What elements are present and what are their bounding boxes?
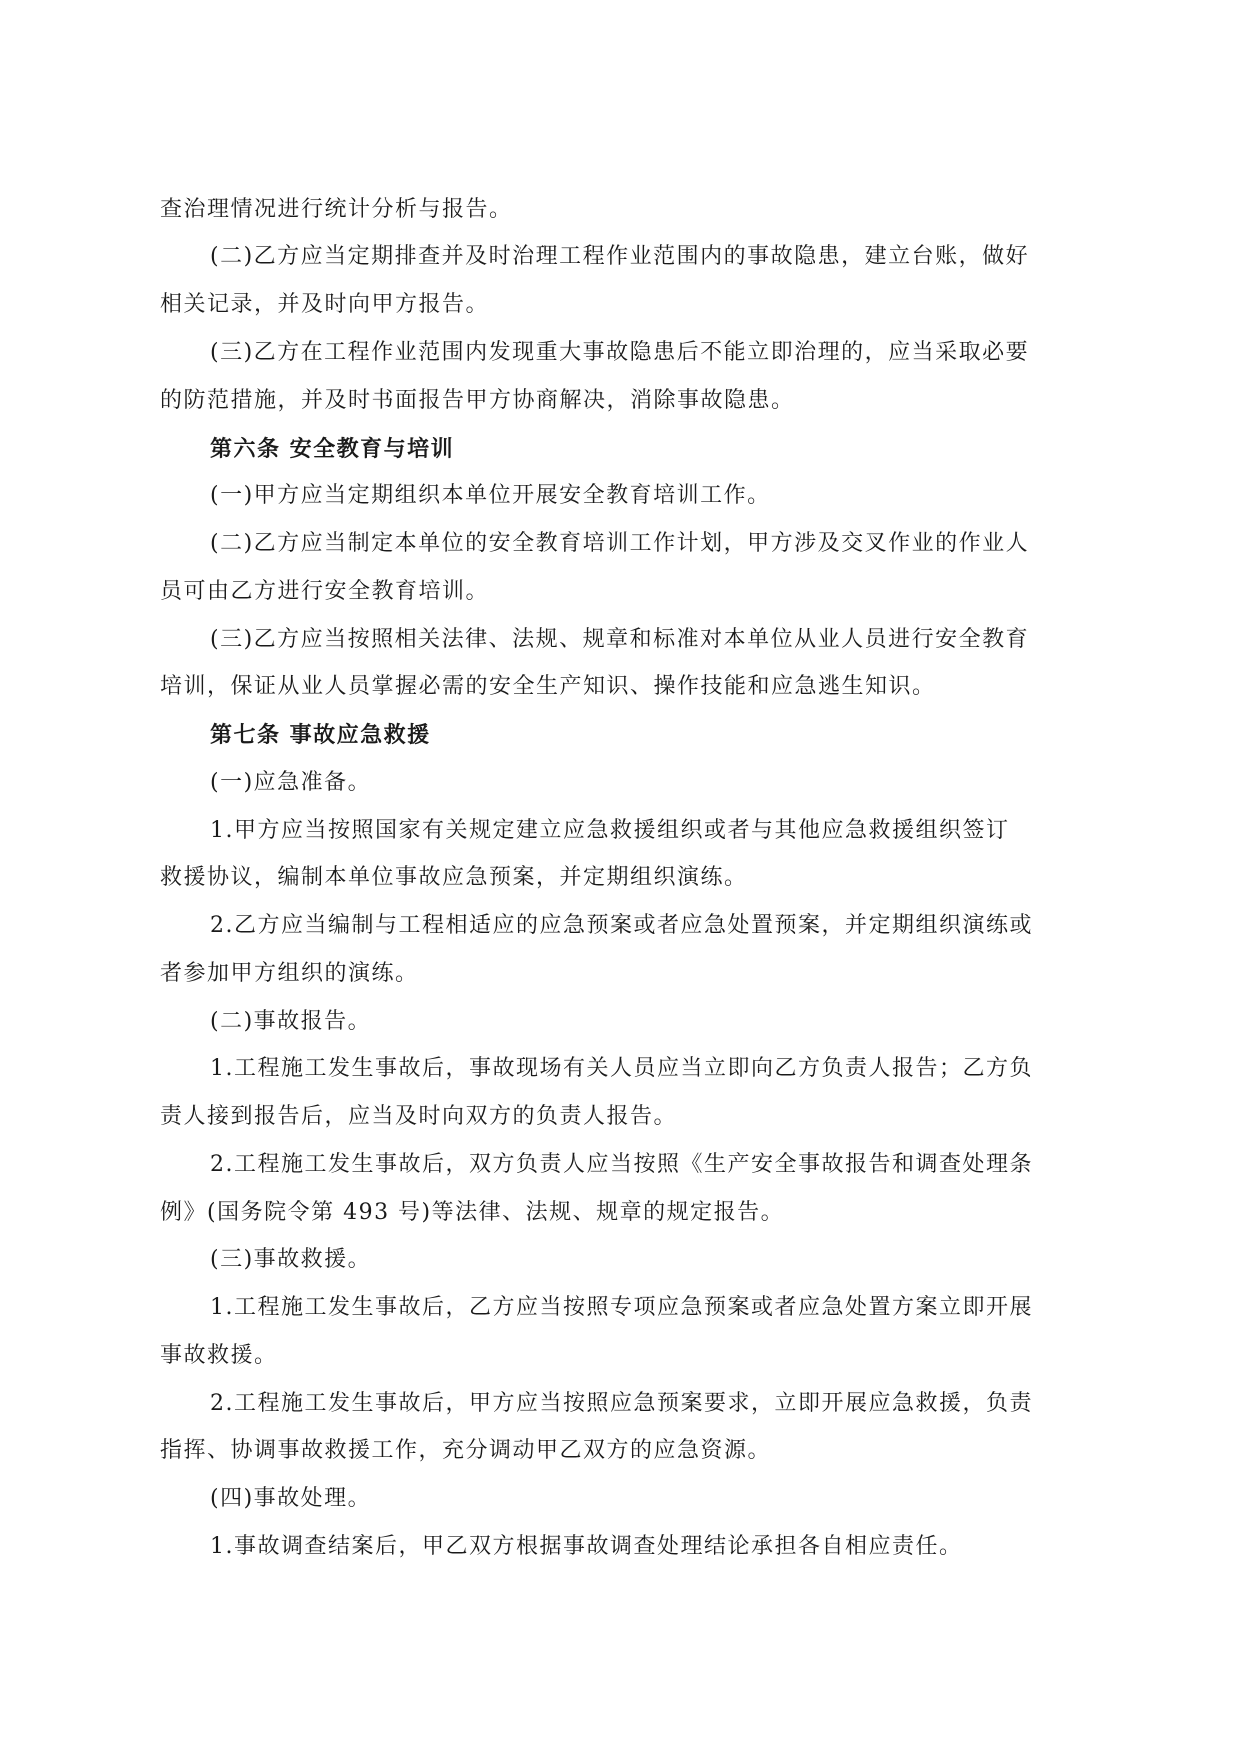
text-line: 的防范措施，并及时书面报告甲方协商解决，消除事故隐患。 — [160, 388, 795, 413]
text-line: (一)甲方应当定期组织本单位开展安全教育培训工作。 — [210, 483, 771, 508]
text-line: 指挥、协调事故救援工作，充分调动甲乙双方的应急资源。 — [160, 1438, 772, 1463]
text-line: (一)应急准备。 — [210, 770, 372, 795]
text-line: 1.甲方应当按照国家有关规定建立应急救援组织或者与其他应急救援组织签订 — [210, 818, 1010, 843]
text-line: 相关记录，并及时向甲方报告。 — [160, 292, 490, 317]
text-line: 2.工程施工发生事故后，双方负责人应当按照《生产安全事故报告和调查处理条 — [210, 1152, 1033, 1177]
text-line: 事故救援。 — [160, 1343, 278, 1368]
text-line: 2.乙方应当编制与工程相适应的应急预案或者应急处置预案，并定期组织演练或 — [210, 913, 1033, 938]
text-line: 例》(国务院令第 493 号)等法律、法规、规章的规定报告。 — [160, 1200, 785, 1225]
text-line: 1.事故调查结案后，甲乙双方根据事故调查处理结论承担各自相应责任。 — [210, 1534, 963, 1559]
text-line: 1.工程施工发生事故后，乙方应当按照专项应急预案或者应急处置方案立即开展 — [210, 1295, 1033, 1320]
text-line: 查治理情况进行统计分析与报告。 — [160, 197, 513, 222]
text-line: 者参加甲方组织的演练。 — [160, 961, 419, 986]
article-heading: 第六条 安全教育与培训 — [210, 436, 455, 462]
text-line: 责人接到报告后，应当及时向双方的负责人报告。 — [160, 1104, 678, 1129]
text-line: (二)事故报告。 — [210, 1009, 372, 1034]
text-line: (二)乙方应当定期排查并及时治理工程作业范围内的事故隐患，建立台账，做好 — [210, 244, 1030, 269]
text-line: 培训，保证从业人员掌握必需的安全生产知识、操作技能和应急逃生知识。 — [160, 674, 936, 699]
text-line: (三)事故救援。 — [210, 1247, 372, 1272]
text-line: 2.工程施工发生事故后，甲方应当按照应急预案要求，立即开展应急救援，负责 — [210, 1391, 1033, 1416]
text-line: (二)乙方应当制定本单位的安全教育培训工作计划，甲方涉及交叉作业的作业人 — [210, 531, 1030, 556]
text-line: 员可由乙方进行安全教育培训。 — [160, 579, 490, 604]
article-heading: 第七条 事故应急救援 — [210, 722, 431, 748]
text-line: (三)乙方应当按照相关法律、法规、规章和标准对本单位从业人员进行安全教育 — [210, 627, 1030, 652]
text-line: 救援协议，编制本单位事故应急预案，并定期组织演练。 — [160, 865, 748, 890]
text-line: 1.工程施工发生事故后，事故现场有关人员应当立即向乙方负责人报告；乙方负 — [210, 1056, 1033, 1081]
text-line: (三)乙方在工程作业范围内发现重大事故隐患后不能立即治理的，应当采取必要 — [210, 340, 1030, 365]
text-line: (四)事故处理。 — [210, 1486, 372, 1511]
